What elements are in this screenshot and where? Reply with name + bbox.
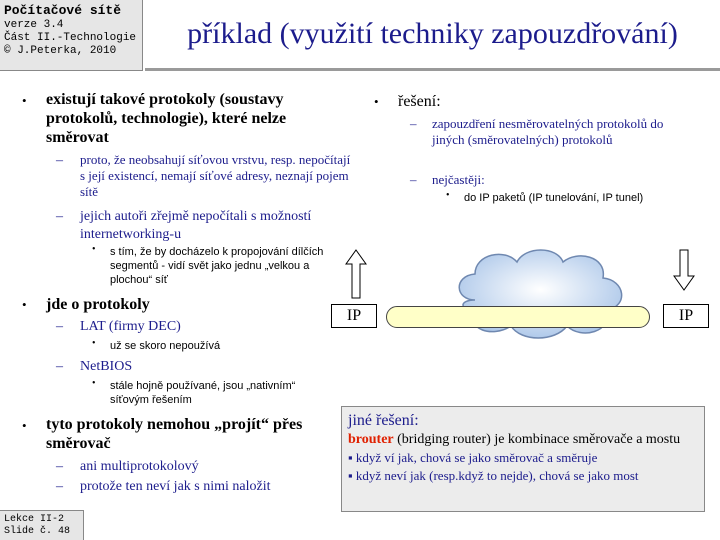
bullet-icon: •	[22, 418, 27, 433]
part-text: Část II.-Technologie	[4, 32, 137, 44]
bullet-icon: •	[22, 297, 27, 312]
right-sub-2: nejčastěji:	[432, 172, 485, 187]
brouter-description: (bridging router) je kombinace směrovače a mostu	[393, 432, 681, 447]
dash-icon: –	[56, 479, 63, 494]
alternative-solution-box	[341, 406, 705, 512]
down-arrow-icon	[672, 248, 696, 292]
bullet-icon: •	[92, 338, 96, 349]
ip-label-right: IP	[663, 304, 709, 328]
right-bullet-1: řešení:	[398, 93, 441, 110]
slide-number: Slide č. 48	[4, 526, 71, 537]
course-name: Počítačové sítě	[4, 3, 122, 18]
bullet-icon: •	[446, 190, 450, 201]
left-sub-1-2: jejich autoři zřejmě nepočítali s možností internetworking-u	[80, 209, 312, 242]
dash-icon: –	[410, 116, 417, 131]
bullet-icon: ▪	[348, 450, 356, 465]
left-netbios: NetBIOS	[80, 359, 133, 374]
left-sub-1-1: proto, že neobsahují síťovou vrstvu, resp. nepočítají s její existencí, nemají síťové adresy, neznají pojem sítě	[80, 152, 351, 199]
brouter-term: brouter	[348, 432, 394, 447]
left-netbios-detail: stále hojně používané, jsou „nativním“ síťovým řešením	[110, 380, 296, 406]
alt-item-1-text: když ví jak, chová se jako směrovač a směruje	[355, 450, 598, 465]
slide-footer-box	[0, 510, 84, 540]
bullet-icon: •	[22, 93, 27, 108]
left-bullet-2: jde o protokoly	[46, 296, 150, 313]
dash-icon: –	[56, 153, 63, 168]
up-arrow-icon	[344, 248, 368, 300]
left-bullet-3: tyto protokoly nemohou „projít“ přes směrovač	[46, 416, 303, 452]
right-sub-1: zapouzdření nesměrovatelných protokolů do jiných (směrovatelných) protokolů	[432, 116, 664, 147]
alt-item-2-text: když neví jak (resp.když to nejde), chová se jako most	[355, 468, 639, 483]
dash-icon: –	[56, 209, 63, 224]
ip-label-left: IP	[331, 304, 377, 328]
bullet-icon: •	[92, 378, 96, 389]
alt-heading: jiné řešení:	[348, 412, 419, 429]
left-bullet-1: existují takové protokoly (soustavy protokolů, technologie), které nelze směrovat	[46, 91, 287, 146]
dash-icon: –	[56, 459, 63, 474]
left-sub-1-2-detail: s tím, že by docházelo k propojování dílčích segmentů - vidí svět jako jednu „velkou a plochou“ síť	[110, 246, 324, 286]
bullet-icon: •	[92, 244, 96, 255]
left-lat-detail: už se skoro nepoužívá	[110, 340, 221, 352]
version-text: verze 3.4	[4, 19, 64, 31]
slide-title: příklad (využití techniky zapouzdřování)	[145, 0, 720, 71]
left-sub-3-1: ani multiprotokolový	[80, 459, 199, 474]
left-sub-3-2: protože ten neví jak s nimi naložit	[80, 479, 271, 494]
dash-icon: –	[56, 319, 63, 334]
lesson-number: Lekce II-2	[4, 514, 65, 525]
dash-icon: –	[56, 359, 63, 374]
left-lat: LAT (firmy DEC)	[80, 319, 181, 334]
ip-tunnel	[386, 306, 650, 328]
dash-icon: –	[410, 172, 417, 187]
network-cloud-icon	[445, 240, 635, 348]
alt-item-2	[348, 467, 698, 485]
author-text: © J.Peterka, 2010	[4, 45, 117, 57]
slide-header-box	[0, 0, 143, 71]
bullet-icon: •	[374, 94, 379, 109]
right-sub-2-detail: do IP paketů (IP tunelování, IP tunel)	[464, 192, 644, 204]
alt-item-1	[348, 449, 698, 467]
bullet-icon: ▪	[348, 468, 356, 483]
alt-brouter-line	[348, 430, 698, 449]
